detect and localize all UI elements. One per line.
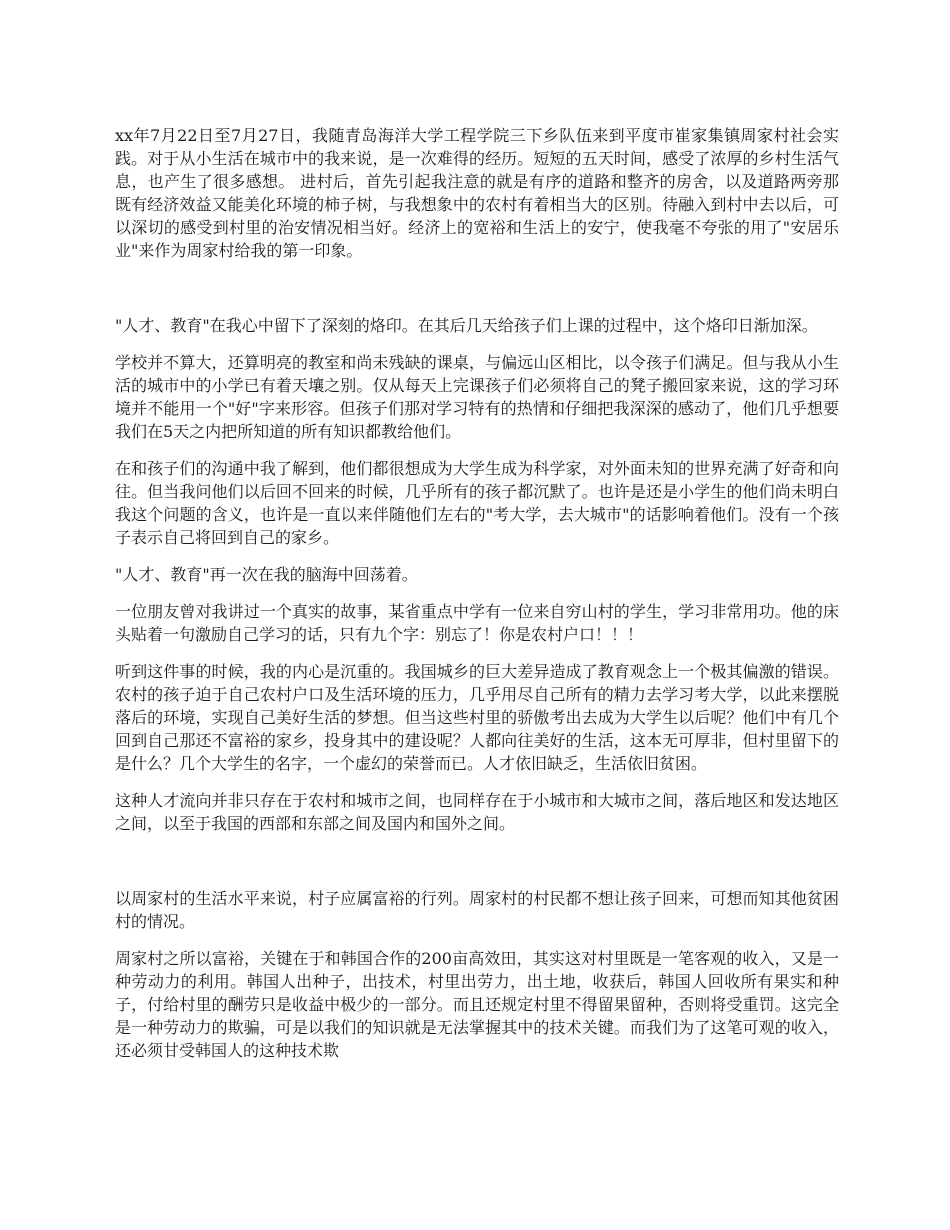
paragraph-9: 以周家村的生活水平来说，村子应属富裕的行列。周家村的村民都不想让孩子回来，可想而知其他贫困村的情况。 bbox=[115, 889, 839, 931]
paragraph-6: 一位朋友曾对我讲过一个真实的故事，某省重点中学有一位来自穷山村的学生，学习非常用功。他的床头贴着一句激励自己学习的话，只有九个字：别忘了！你是农村户口！！！ bbox=[115, 602, 839, 644]
section-gap-2 bbox=[115, 849, 839, 887]
paragraph-8: 这种人才流向并非只存在于农村和城市之间，也同样存在于小城市和大城市之间，落后地区和发达地区之间，以至于我国的西部和东部之间及国内和国外之间。 bbox=[115, 791, 839, 833]
section-gap-1 bbox=[115, 276, 839, 314]
paragraph-10: 周家村之所以富裕，关键在于和韩国合作的200亩高效田，其实这对村里既是一笔客观的收入，又是一种劳动力的利用。韩国人出种子，出技术，村里出劳力，出土地，收获后，韩国人回收所有果实和种子，付给村里的酬劳只是收益中极少的一部分。而且还规定村里不得留果留种，否则将受重罚。这完全是一种劳动力的欺骗，可是以我们的知识就是无法掌握其中的技术关键。而我们为了这笔可观的收入，还必须甘受韩国人的这种技术欺 bbox=[115, 949, 839, 1060]
paragraph-1: xx年7月22日至7月27日，我随青岛海洋大学工程学院三下乡队伍来到平度市崔家集镇周家村社会实践。对于从小生活在城市中的我来说，是一次难得的经历。短短的五天时间，感受了浓厚的乡村生活气息，也产生了很多感想。 进村后，首先引起我注意的就是有序的道路和整齐的房舍，以及道路两旁那既有经济效益又能美化环境的柿子树，与我想象中的农村有着相当大的区别。待融入到村中去以后，可以深切的感受到村里的治安情况相当好。经济上的宽裕和生活上的安宁，使我毫不夸张的用了"安居乐业"来作为周家村给我的第一印象。 bbox=[115, 126, 839, 260]
paragraph-4: 在和孩子们的沟通中我了解到，他们都很想成为大学生成为科学家，对外面未知的世界充满了好奇和向往。但当我问他们以后回不回来的时候，几乎所有的孩子都沉默了。也许是还是小学生的他们尚未明白我这个问题的含义，也许是一直以来伴随他们左右的"考大学，去大城市"的话影响着他们。没有一个孩子表示自己将回到自己的家乡。 bbox=[115, 459, 839, 547]
paragraph-3: 学校并不算大，还算明亮的教室和尚未残缺的课桌，与偏远山区相比，以令孩子们满足。但与我从小生活的城市中的小学已有着天壤之别。仅从每天上完课孩子们必须将自己的凳子搬回家来说，这的学习环境并不能用一个"好"字来形容。但孩子们那对学习特有的热情和仔细把我深深的感动了，他们几乎想要我们在5天之内把所知道的所有知识都教给他们。 bbox=[115, 353, 839, 441]
paragraph-2: "人才、教育"在我心中留下了深刻的烙印。在其后几天给孩子们上课的过程中，这个烙印日渐加深。 bbox=[115, 316, 818, 335]
paragraph-5: "人才、教育"再一次在我的脑海中回荡着。 bbox=[115, 565, 418, 584]
document-page bbox=[115, 124, 839, 1076]
paragraph-7: 听到这件事的时候，我的内心是沉重的。我国城乡的巨大差异造成了教育观念上一个极其偏激的错误。农村的孩子迫于自己农村户口及生活环境的压力，几乎用尽自己所有的精力去学习考大学，以此来摆脱落后的环境，实现自己美好生活的梦想。但当这些村里的骄傲考出去成为大学生以后呢？他们中有几个回到自己那还不富裕的家乡，投身其中的建设呢？人都向往美好的生活，这本无可厚非，但村里留下的是什么？几个大学生的名字，一个虚幻的荣誉而已。人才依旧缺乏，生活依旧贫困。 bbox=[115, 662, 839, 773]
